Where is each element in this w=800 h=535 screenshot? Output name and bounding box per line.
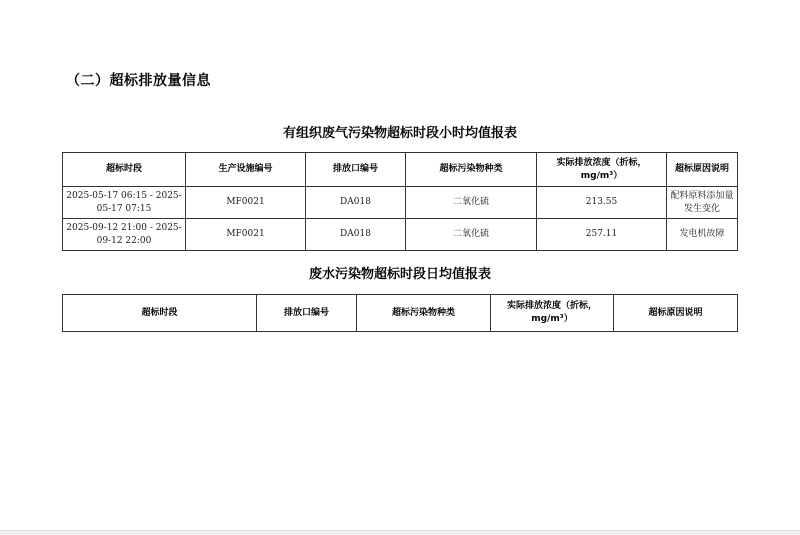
section-heading: （二）超标排放量信息: [66, 73, 211, 89]
cell-period: 2025-05-17 06:15 - 2025-05-17 07:15: [63, 187, 186, 219]
wastewater-table-title: 废水污染物超标时段日均值报表: [308, 267, 491, 282]
cell-outlet-id: DA018: [306, 187, 406, 219]
header-pollutant-type: 超标污染物种类: [357, 295, 491, 332]
header-exceedance-period: 超标时段: [63, 153, 186, 187]
cell-reason: 配料原料添加量发生变化: [667, 187, 738, 219]
air-emission-exceedance-table: [62, 152, 738, 251]
cell-facility-id: MF0021: [186, 219, 306, 251]
table-row: [63, 219, 738, 251]
header-exceedance-period: 超标时段: [63, 295, 257, 332]
air-emission-table-title: 有组织废气污染物超标时段小时均值报表: [282, 126, 517, 141]
wastewater-exceedance-table: [62, 294, 738, 332]
header-pollutant-type: 超标污染物种类: [406, 153, 537, 187]
header-actual-concentration: 实际排放浓度（折标，mg/m³）: [537, 153, 667, 187]
cell-outlet-id: DA018: [306, 219, 406, 251]
cell-pollutant: 二氧化硫: [406, 187, 537, 219]
cell-concentration: 213.55: [537, 187, 667, 219]
header-exceedance-reason: 超标原因说明: [614, 295, 738, 332]
cell-facility-id: MF0021: [186, 187, 306, 219]
header-actual-concentration: 实际排放浓度（折标，mg/m³）: [491, 295, 614, 332]
page-bottom-edge: [0, 530, 800, 535]
header-outlet-id: 排放口编号: [306, 153, 406, 187]
header-facility-id: 生产设施编号: [186, 153, 306, 187]
header-exceedance-reason: 超标原因说明: [667, 153, 738, 187]
table-row: [63, 187, 738, 219]
cell-reason: 发电机故障: [667, 219, 738, 251]
cell-concentration: 257.11: [537, 219, 667, 251]
table-header-row: [63, 295, 738, 332]
cell-period: 2025-09-12 21:00 - 2025-09-12 22:00: [63, 219, 186, 251]
table-header-row: [63, 153, 738, 187]
header-outlet-id: 排放口编号: [257, 295, 357, 332]
cell-pollutant: 二氧化硫: [406, 219, 537, 251]
